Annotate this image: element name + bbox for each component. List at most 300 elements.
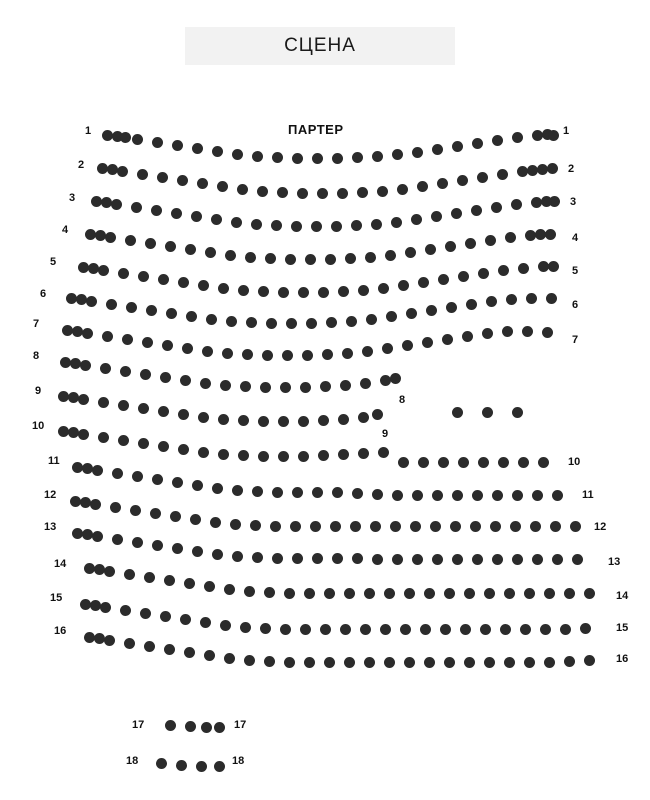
seat[interactable] xyxy=(510,521,521,532)
seat[interactable] xyxy=(278,416,289,427)
seat[interactable] xyxy=(86,296,97,307)
seat[interactable] xyxy=(580,623,591,634)
seat[interactable] xyxy=(457,175,468,186)
seat[interactable] xyxy=(238,415,249,426)
seat[interactable] xyxy=(104,566,115,577)
seat[interactable] xyxy=(304,657,315,668)
seat[interactable] xyxy=(524,657,535,668)
seat[interactable] xyxy=(180,375,191,386)
seat[interactable] xyxy=(132,134,143,145)
seat[interactable] xyxy=(544,657,555,668)
seat[interactable] xyxy=(120,605,131,616)
seat[interactable] xyxy=(272,152,283,163)
seat[interactable] xyxy=(125,235,136,246)
seat[interactable] xyxy=(118,268,129,279)
seat[interactable] xyxy=(446,302,457,313)
seat[interactable] xyxy=(380,624,391,635)
seat[interactable] xyxy=(214,722,225,733)
seat[interactable] xyxy=(486,296,497,307)
seat[interactable] xyxy=(512,132,523,143)
seat[interactable] xyxy=(478,457,489,468)
seat[interactable] xyxy=(518,263,529,274)
seat[interactable] xyxy=(264,587,275,598)
seat[interactable] xyxy=(564,656,575,667)
seat[interactable] xyxy=(78,429,89,440)
seat[interactable] xyxy=(358,285,369,296)
seat[interactable] xyxy=(257,186,268,197)
seat[interactable] xyxy=(222,348,233,359)
seat[interactable] xyxy=(118,435,129,446)
seat[interactable] xyxy=(164,644,175,655)
seat[interactable] xyxy=(190,514,201,525)
seat[interactable] xyxy=(238,285,249,296)
seat[interactable] xyxy=(282,350,293,361)
seat[interactable] xyxy=(217,181,228,192)
seat[interactable] xyxy=(527,165,538,176)
seat[interactable] xyxy=(462,331,473,342)
seat[interactable] xyxy=(180,614,191,625)
seat[interactable] xyxy=(532,554,543,565)
seat[interactable] xyxy=(166,308,177,319)
seat[interactable] xyxy=(406,308,417,319)
seat[interactable] xyxy=(271,220,282,231)
seat[interactable] xyxy=(530,521,541,532)
seat[interactable] xyxy=(438,457,449,468)
seat[interactable] xyxy=(402,340,413,351)
seat[interactable] xyxy=(392,149,403,160)
seat[interactable] xyxy=(302,350,313,361)
seat[interactable] xyxy=(371,219,382,230)
seat[interactable] xyxy=(226,316,237,327)
seat[interactable] xyxy=(277,187,288,198)
seat[interactable] xyxy=(138,438,149,449)
seat[interactable] xyxy=(364,657,375,668)
seat[interactable] xyxy=(90,600,101,611)
seat[interactable] xyxy=(372,151,383,162)
seat[interactable] xyxy=(198,447,209,458)
seat[interactable] xyxy=(192,546,203,557)
seat[interactable] xyxy=(452,141,463,152)
seat[interactable] xyxy=(535,229,546,240)
seat[interactable] xyxy=(82,328,93,339)
seat[interactable] xyxy=(386,311,397,322)
seat[interactable] xyxy=(382,343,393,354)
seat[interactable] xyxy=(384,588,395,599)
seat[interactable] xyxy=(358,448,369,459)
seat[interactable] xyxy=(88,263,99,274)
seat[interactable] xyxy=(246,317,257,328)
seat[interactable] xyxy=(426,305,437,316)
seat[interactable] xyxy=(204,581,215,592)
seat[interactable] xyxy=(98,265,109,276)
seat[interactable] xyxy=(132,537,143,548)
seat[interactable] xyxy=(156,758,167,769)
seat[interactable] xyxy=(258,451,269,462)
seat[interactable] xyxy=(497,169,508,180)
seat[interactable] xyxy=(358,412,369,423)
seat[interactable] xyxy=(100,602,111,613)
seat[interactable] xyxy=(158,441,169,452)
seat[interactable] xyxy=(105,232,116,243)
seat[interactable] xyxy=(560,624,571,635)
seat[interactable] xyxy=(472,490,483,501)
seat[interactable] xyxy=(185,244,196,255)
seat[interactable] xyxy=(101,197,112,208)
seat[interactable] xyxy=(337,188,348,199)
seat[interactable] xyxy=(498,265,509,276)
seat[interactable] xyxy=(312,487,323,498)
seat[interactable] xyxy=(404,588,415,599)
seat[interactable] xyxy=(90,499,101,510)
seat[interactable] xyxy=(425,244,436,255)
seat[interactable] xyxy=(210,517,221,528)
seat[interactable] xyxy=(172,477,183,488)
seat[interactable] xyxy=(542,327,553,338)
seat[interactable] xyxy=(362,346,373,357)
seat[interactable] xyxy=(124,638,135,649)
seat[interactable] xyxy=(520,624,531,635)
seat[interactable] xyxy=(504,588,515,599)
seat[interactable] xyxy=(240,381,251,392)
seat[interactable] xyxy=(320,624,331,635)
seat[interactable] xyxy=(518,457,529,468)
seat[interactable] xyxy=(492,135,503,146)
seat[interactable] xyxy=(418,277,429,288)
seat[interactable] xyxy=(312,153,323,164)
seat[interactable] xyxy=(317,188,328,199)
seat[interactable] xyxy=(192,143,203,154)
seat[interactable] xyxy=(244,586,255,597)
seat[interactable] xyxy=(372,489,383,500)
seat[interactable] xyxy=(540,624,551,635)
seat[interactable] xyxy=(258,286,269,297)
seat[interactable] xyxy=(72,326,83,337)
seat[interactable] xyxy=(118,400,129,411)
seat[interactable] xyxy=(160,611,171,622)
seat[interactable] xyxy=(506,294,517,305)
seat[interactable] xyxy=(298,287,309,298)
seat[interactable] xyxy=(431,211,442,222)
seat[interactable] xyxy=(526,293,537,304)
seat[interactable] xyxy=(285,254,296,265)
seat[interactable] xyxy=(292,487,303,498)
seat[interactable] xyxy=(142,337,153,348)
seat[interactable] xyxy=(482,407,493,418)
seat[interactable] xyxy=(372,554,383,565)
seat[interactable] xyxy=(182,343,193,354)
seat[interactable] xyxy=(298,451,309,462)
seat[interactable] xyxy=(178,277,189,288)
seat[interactable] xyxy=(70,358,81,369)
seat[interactable] xyxy=(420,624,431,635)
seat[interactable] xyxy=(412,554,423,565)
seat[interactable] xyxy=(417,181,428,192)
seat[interactable] xyxy=(184,578,195,589)
seat[interactable] xyxy=(460,624,471,635)
seat[interactable] xyxy=(437,178,448,189)
seat[interactable] xyxy=(200,617,211,628)
seat[interactable] xyxy=(95,230,106,241)
seat[interactable] xyxy=(512,554,523,565)
seat[interactable] xyxy=(352,488,363,499)
seat[interactable] xyxy=(311,221,322,232)
seat[interactable] xyxy=(145,238,156,249)
seat[interactable] xyxy=(120,366,131,377)
seat[interactable] xyxy=(424,657,435,668)
seat[interactable] xyxy=(470,521,481,532)
seat[interactable] xyxy=(318,415,329,426)
seat[interactable] xyxy=(484,588,495,599)
seat[interactable] xyxy=(92,531,103,542)
seat[interactable] xyxy=(458,457,469,468)
seat[interactable] xyxy=(511,199,522,210)
seat[interactable] xyxy=(424,588,435,599)
seat[interactable] xyxy=(538,457,549,468)
seat[interactable] xyxy=(451,208,462,219)
seat[interactable] xyxy=(284,657,295,668)
seat[interactable] xyxy=(378,447,389,458)
seat[interactable] xyxy=(392,490,403,501)
seat[interactable] xyxy=(297,188,308,199)
seat[interactable] xyxy=(202,346,213,357)
seat[interactable] xyxy=(432,144,443,155)
seat[interactable] xyxy=(100,363,111,374)
seat[interactable] xyxy=(112,468,123,479)
seat[interactable] xyxy=(232,485,243,496)
seat[interactable] xyxy=(146,305,157,316)
seat[interactable] xyxy=(212,483,223,494)
seat[interactable] xyxy=(492,554,503,565)
seat[interactable] xyxy=(360,624,371,635)
seat[interactable] xyxy=(318,287,329,298)
seat[interactable] xyxy=(512,490,523,501)
seat[interactable] xyxy=(131,202,142,213)
seat[interactable] xyxy=(150,508,161,519)
seat[interactable] xyxy=(292,553,303,564)
seat[interactable] xyxy=(491,202,502,213)
seat[interactable] xyxy=(342,348,353,359)
seat[interactable] xyxy=(385,250,396,261)
seat[interactable] xyxy=(490,521,501,532)
seat[interactable] xyxy=(338,286,349,297)
seat[interactable] xyxy=(94,633,105,644)
seat[interactable] xyxy=(262,350,273,361)
seat[interactable] xyxy=(304,588,315,599)
seat[interactable] xyxy=(160,372,171,383)
seat[interactable] xyxy=(164,575,175,586)
seat[interactable] xyxy=(352,553,363,564)
seat[interactable] xyxy=(466,299,477,310)
seat[interactable] xyxy=(384,657,395,668)
seat[interactable] xyxy=(502,326,513,337)
seat[interactable] xyxy=(360,378,371,389)
seat[interactable] xyxy=(377,186,388,197)
seat[interactable] xyxy=(186,311,197,322)
seat[interactable] xyxy=(111,199,122,210)
seat[interactable] xyxy=(324,657,335,668)
seat[interactable] xyxy=(224,584,235,595)
seat[interactable] xyxy=(201,722,212,733)
seat[interactable] xyxy=(405,247,416,258)
seat[interactable] xyxy=(165,720,176,731)
seat[interactable] xyxy=(242,349,253,360)
seat[interactable] xyxy=(310,521,321,532)
seat[interactable] xyxy=(444,588,455,599)
seat[interactable] xyxy=(524,588,535,599)
seat[interactable] xyxy=(104,635,115,646)
seat[interactable] xyxy=(398,280,409,291)
seat[interactable] xyxy=(378,283,389,294)
seat[interactable] xyxy=(332,153,343,164)
seat[interactable] xyxy=(471,205,482,216)
seat[interactable] xyxy=(270,521,281,532)
seat[interactable] xyxy=(122,334,133,345)
seat[interactable] xyxy=(251,219,262,230)
seat[interactable] xyxy=(78,394,89,405)
seat[interactable] xyxy=(224,653,235,664)
seat[interactable] xyxy=(464,657,475,668)
seat[interactable] xyxy=(584,655,595,666)
seat[interactable] xyxy=(230,519,241,530)
seat[interactable] xyxy=(522,326,533,337)
seat[interactable] xyxy=(258,416,269,427)
seat[interactable] xyxy=(152,137,163,148)
seat[interactable] xyxy=(225,250,236,261)
seat[interactable] xyxy=(480,624,491,635)
seat[interactable] xyxy=(158,406,169,417)
seat[interactable] xyxy=(352,152,363,163)
seat[interactable] xyxy=(324,588,335,599)
seat[interactable] xyxy=(345,253,356,264)
seat[interactable] xyxy=(170,511,181,522)
seat[interactable] xyxy=(338,414,349,425)
seat[interactable] xyxy=(445,241,456,252)
seat[interactable] xyxy=(220,620,231,631)
seat[interactable] xyxy=(464,588,475,599)
seat[interactable] xyxy=(232,149,243,160)
seat[interactable] xyxy=(82,529,93,540)
seat[interactable] xyxy=(422,337,433,348)
seat[interactable] xyxy=(400,624,411,635)
seat[interactable] xyxy=(548,130,559,141)
seat[interactable] xyxy=(306,318,317,329)
seat[interactable] xyxy=(260,623,271,634)
seat[interactable] xyxy=(500,624,511,635)
seat[interactable] xyxy=(138,403,149,414)
seat[interactable] xyxy=(532,490,543,501)
seat[interactable] xyxy=(572,554,583,565)
seat[interactable] xyxy=(280,382,291,393)
seat[interactable] xyxy=(272,487,283,498)
seat[interactable] xyxy=(412,147,423,158)
seat[interactable] xyxy=(185,721,196,732)
seat[interactable] xyxy=(541,196,552,207)
seat[interactable] xyxy=(237,184,248,195)
seat[interactable] xyxy=(152,540,163,551)
seat[interactable] xyxy=(124,569,135,580)
seat[interactable] xyxy=(157,172,168,183)
seat[interactable] xyxy=(110,502,121,513)
seat[interactable] xyxy=(397,184,408,195)
seat[interactable] xyxy=(300,624,311,635)
seat[interactable] xyxy=(272,553,283,564)
seat[interactable] xyxy=(176,760,187,771)
seat[interactable] xyxy=(278,287,289,298)
seat[interactable] xyxy=(430,521,441,532)
seat[interactable] xyxy=(432,554,443,565)
seat[interactable] xyxy=(370,521,381,532)
seat[interactable] xyxy=(192,480,203,491)
seat[interactable] xyxy=(291,221,302,232)
seat[interactable] xyxy=(485,235,496,246)
seat[interactable] xyxy=(144,572,155,583)
seat[interactable] xyxy=(265,253,276,264)
seat[interactable] xyxy=(212,146,223,157)
seat[interactable] xyxy=(322,349,333,360)
seat[interactable] xyxy=(126,302,137,313)
seat[interactable] xyxy=(218,449,229,460)
seat[interactable] xyxy=(252,552,263,563)
seat[interactable] xyxy=(364,588,375,599)
seat[interactable] xyxy=(102,331,113,342)
seat[interactable] xyxy=(140,608,151,619)
seat[interactable] xyxy=(130,505,141,516)
seat[interactable] xyxy=(80,360,91,371)
seat[interactable] xyxy=(331,221,342,232)
seat[interactable] xyxy=(548,261,559,272)
seat[interactable] xyxy=(552,490,563,501)
seat[interactable] xyxy=(504,657,515,668)
seat[interactable] xyxy=(498,457,509,468)
seat[interactable] xyxy=(340,624,351,635)
seat[interactable] xyxy=(340,380,351,391)
seat[interactable] xyxy=(465,238,476,249)
seat[interactable] xyxy=(442,334,453,345)
seat[interactable] xyxy=(366,314,377,325)
seat[interactable] xyxy=(260,382,271,393)
seat[interactable] xyxy=(298,416,309,427)
seat[interactable] xyxy=(546,293,557,304)
seat[interactable] xyxy=(365,252,376,263)
seat[interactable] xyxy=(191,211,202,222)
seat[interactable] xyxy=(472,138,483,149)
seat[interactable] xyxy=(550,521,561,532)
seat[interactable] xyxy=(411,214,422,225)
seat[interactable] xyxy=(172,543,183,554)
seat[interactable] xyxy=(200,378,211,389)
seat[interactable] xyxy=(172,140,183,151)
seat[interactable] xyxy=(444,657,455,668)
seat[interactable] xyxy=(151,205,162,216)
seat[interactable] xyxy=(165,241,176,252)
seat[interactable] xyxy=(326,317,337,328)
seat[interactable] xyxy=(570,521,581,532)
seat[interactable] xyxy=(372,409,383,420)
seat[interactable] xyxy=(98,397,109,408)
seat[interactable] xyxy=(120,132,131,143)
seat[interactable] xyxy=(284,588,295,599)
seat[interactable] xyxy=(137,169,148,180)
seat[interactable] xyxy=(482,328,493,339)
seat[interactable] xyxy=(450,521,461,532)
seat[interactable] xyxy=(472,554,483,565)
seat[interactable] xyxy=(325,254,336,265)
seat[interactable] xyxy=(92,465,103,476)
seat[interactable] xyxy=(564,588,575,599)
seat[interactable] xyxy=(218,414,229,425)
seat[interactable] xyxy=(452,554,463,565)
seat[interactable] xyxy=(286,318,297,329)
